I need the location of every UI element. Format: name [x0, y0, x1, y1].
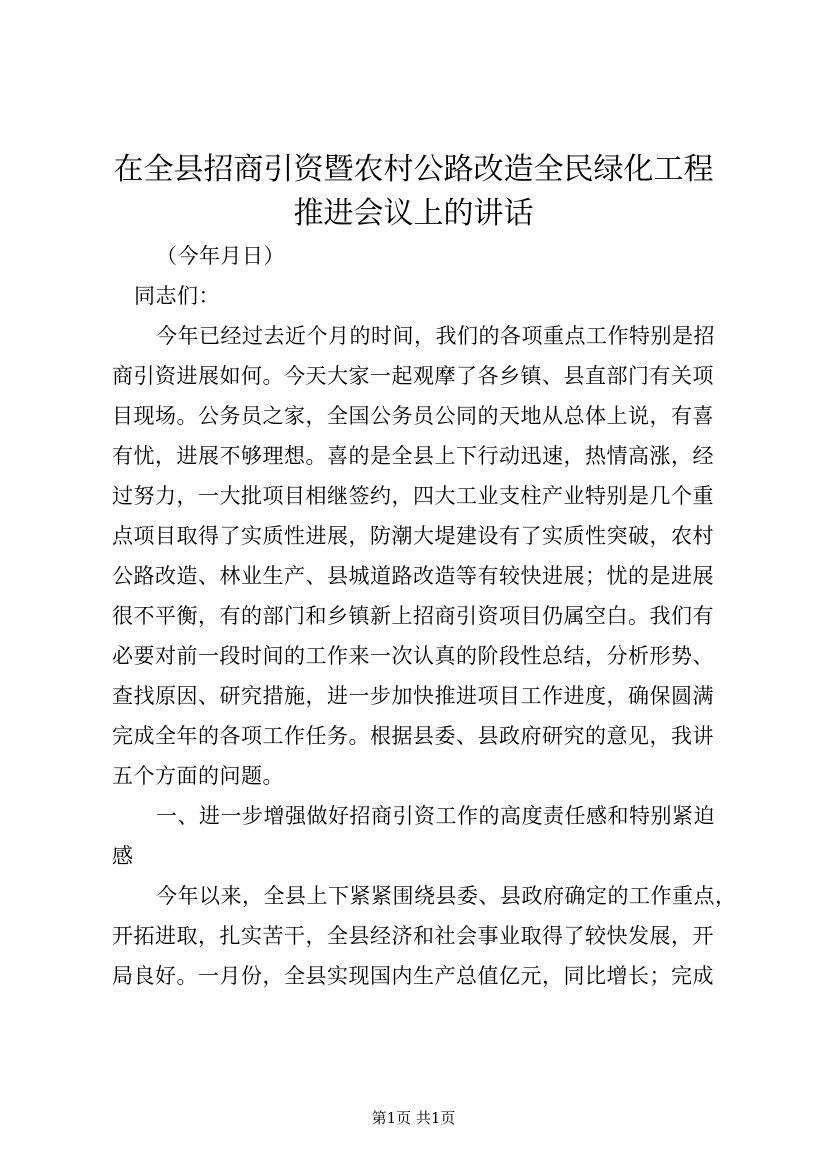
paragraph-line: 目现场。公务员之家，全国公务员公同的天地从总体上说，有喜: [112, 404, 714, 428]
document-body: [112, 236, 752, 996]
paragraph-line: 过努力，一大批项目相继签约，四大工业支柱产业特别是几个重: [112, 484, 714, 508]
document-title-line-2: 推进会议上的讲话: [293, 196, 534, 231]
paragraph-line: 完成全年的各项工作任务。根据县委、县政府研究的意见，我讲: [112, 724, 714, 748]
paragraph-line: 今年已经过去近个月的时间，我们的各项重点工作特别是招: [156, 324, 715, 348]
paragraph-line: 公路改造、林业生产、县城道路改造等有较快进展；忧的是进展: [112, 564, 714, 588]
document-title-line-1: 在全县招商引资暨农村公路改造全民绿化工程: [113, 152, 714, 187]
paragraph-line: 五个方面的问题。: [112, 764, 284, 788]
date-line: （今年月日）: [156, 244, 285, 268]
paragraph-line: 开拓进取，扎实苦干，全县经济和社会事业取得了较快发展，开: [112, 924, 714, 948]
paragraph-line: 商引资进展如何。今天大家一起观摩了各乡镇、县直部门有关项: [112, 364, 714, 388]
paragraph-line: 查找原因、研究措施，进一步加快推进项目工作进度，确保圆满: [112, 684, 714, 708]
section-heading-line: 感: [112, 844, 134, 868]
paragraph-line: 今年以来，全县上下紧紧围绕县委、县政府确定的工作重点，: [156, 884, 737, 908]
paragraph-line: 必要对前一段时间的工作来一次认真的阶段性总结，分析形势、: [112, 644, 714, 668]
paragraph-line: 有忧，进展不够理想。喜的是全县上下行动迅速，热情高涨，经: [112, 444, 714, 468]
paragraph-line: 局良好。一月份，全县实现国内生产总值亿元，同比增长；完成: [112, 964, 714, 988]
page-number-footer: 第1页 共1页: [371, 1109, 456, 1127]
paragraph-line: 点项目取得了实质性进展，防潮大堤建设有了实质性突破，农村: [112, 524, 714, 548]
greeting: 同志们：: [134, 284, 220, 308]
section-heading-line: 一、进一步增强做好招商引资工作的高度责任感和特别紧迫: [156, 804, 715, 828]
paragraph-line: 很不平衡，有的部门和乡镇新上招商引资项目仍属空白。我们有: [112, 604, 714, 628]
